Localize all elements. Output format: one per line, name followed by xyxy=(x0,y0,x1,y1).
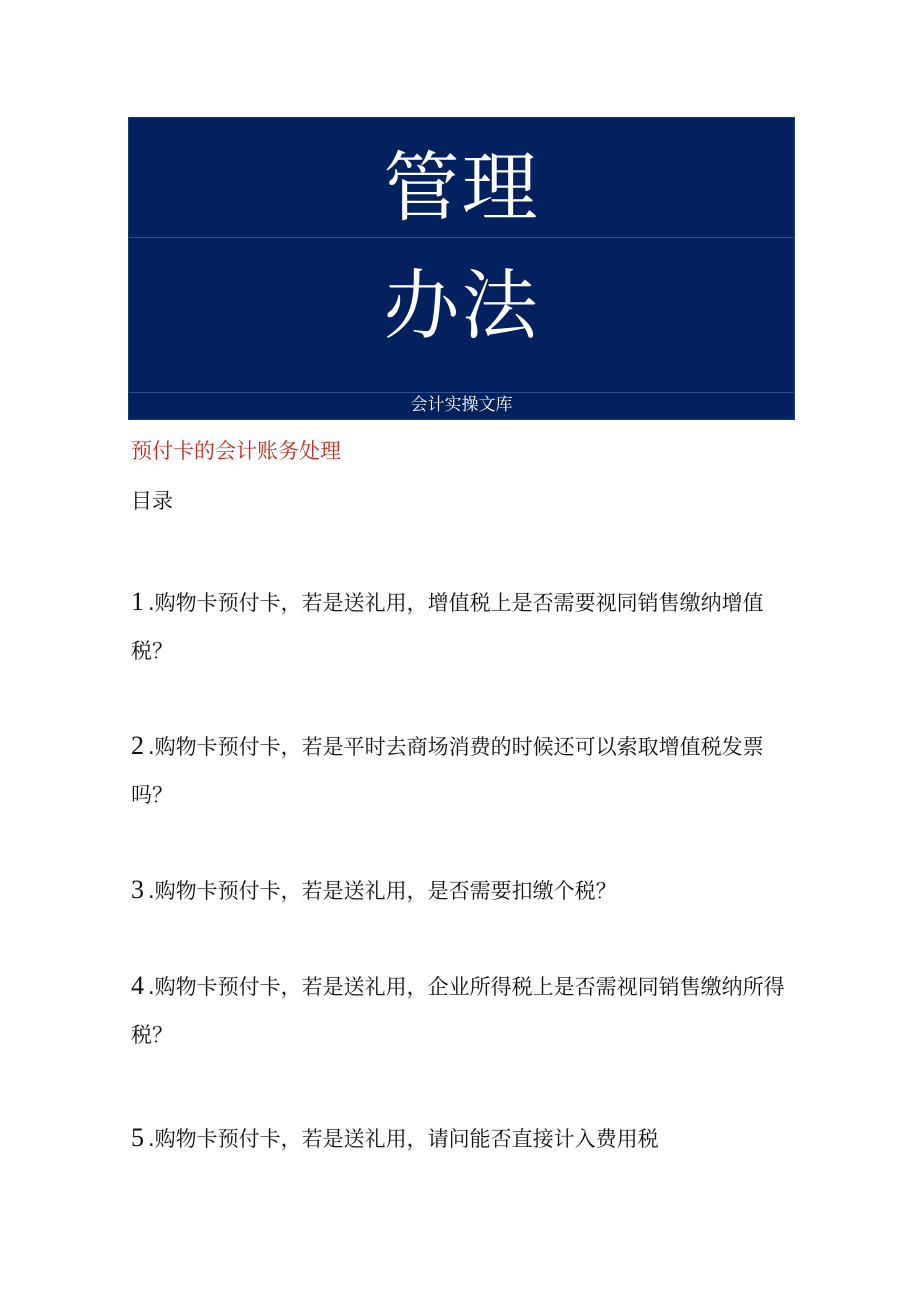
toc-item-2 xyxy=(131,722,796,819)
toc-item-number: 1 xyxy=(131,587,144,616)
toc-item-5 xyxy=(131,1114,796,1163)
toc-item-number: 4 xyxy=(131,971,144,1000)
banner-title-line1: 管理 xyxy=(383,143,540,232)
toc-item-text: .购物卡预付卡，若是送礼用，是否需要扣缴个税？ xyxy=(148,879,617,903)
toc-item-1 xyxy=(131,578,796,675)
toc-item-number: 3 xyxy=(131,875,144,904)
toc-heading: 目录 xyxy=(131,489,173,513)
document-title: 预付卡的会计账务处理 xyxy=(131,439,341,463)
banner-subtitle: 会计实操文库 xyxy=(410,395,513,415)
toc-item-text: .购物卡预付卡，若是平时去商场消费的时候还可以索取增值税发票吗？ xyxy=(131,735,764,807)
toc-item-number: 5 xyxy=(131,1123,144,1152)
toc-item-3 xyxy=(131,866,796,915)
toc-item-text: .购物卡预付卡，若是送礼用，增值税上是否需要视同销售缴纳增值税？ xyxy=(131,591,764,663)
toc-item-text: .购物卡预付卡，若是送礼用，请问能否直接计入费用税 xyxy=(148,1127,659,1151)
cover-banner xyxy=(128,117,795,420)
toc-item-number: 2 xyxy=(131,731,144,760)
banner-divider xyxy=(129,392,794,393)
banner-title-line2: 办法 xyxy=(383,261,540,350)
toc-item-4 xyxy=(131,962,796,1059)
banner-divider xyxy=(129,237,794,238)
toc-item-text: .购物卡预付卡，若是送礼用，企业所得税上是否需视同销售缴纳所得税？ xyxy=(131,975,785,1047)
